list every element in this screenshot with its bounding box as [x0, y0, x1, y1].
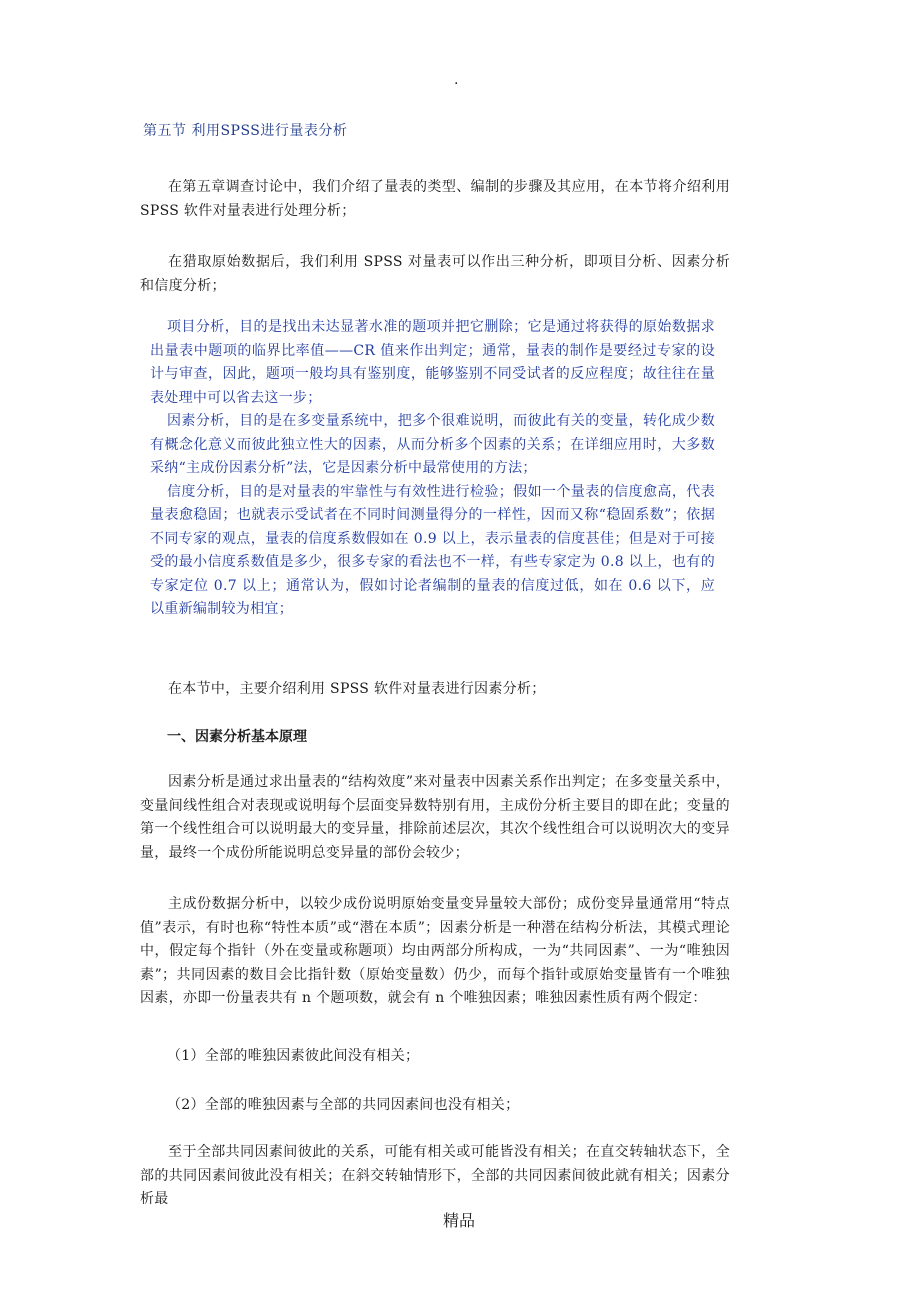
summary-paragraph: 在本节中，主要介绍利用 SPSS 软件对量表进行因素分析； — [168, 681, 546, 697]
intro-paragraph-2: 在猎取原始数据后，我们利用 SPSS 对量表可以作出三种分析，即项目分析、因素分析和信度分析； — [140, 254, 730, 294]
assumption-1: （1）全部的唯独因素彼此间没有相关； — [167, 1048, 420, 1064]
body-paragraph-1: 因素分析是通过求出量表的“结构效度”来对量表中因素关系作出判定；在多变量关系中，变量间线性组合对表现或说明每个层面变异数特别有用，主成份分析主要目的即在此；变量的第一个线性组合可以说明最大的变异量，排除前述层次，其次个线性组合可以说明次大的变异量，最终一个成份所能说明总变异量的部份会较少； — [140, 774, 730, 861]
section-title: 第五节 利用SPSS进行量表分析 — [143, 123, 348, 139]
reliability-analysis-paragraph: 信度分析，目的是对量表的牢靠性与有效性进行检验；假如一个量表的信度愈高，代表量表愈稳固；也就表示受试者在不同时间测量得分的一样性，因而又称“稳固系数”；依据不同专家的观点，量表的信度系数假如在 0.9 以上，表示量表的信度甚佳；但是对于可接受的最小信度系数值是多少，很多专家的看法也不一样，有些专家定为 0.8 以上，也有的专家定位 0.7 以上；通常认为，假如讨论者编制的量表的信度过低，如在 0.6 以下，应以重新编制较为相宜； — [150, 483, 715, 617]
factor-analysis-paragraph: 因素分析，目的是在多变量系统中，把多个很难说明，而彼此有关的变量，转化成少数有概念化意义而彼此独立性大的因素，从而分析多个因素的关系；在详细应用时，大多数采纳“主成份因素分析”法，它是因素分析中最常使用的方法； — [150, 413, 715, 476]
body-paragraph-2: 主成份数据分析中，以较少成份说明原始变量变异量较大部份；成份变异量通常用“特点值”表示，有时也称“特性本质”或“潜在本质”；因素分析是一种潜在结构分析法，其模式理论中，假定每个指针（外在变量或称题项）均由两部分所构成，一为“共同因素”、一为“唯独因素”；共同因素的数目会比指针数（原始变量数）仍少，而每个指针或原始变量皆有一个唯独因素，亦即一份量表共有 n 个题项数，就会有 n 个唯独因素；唯独因素性质有两个假定： — [140, 896, 730, 1006]
header-dot: . — [454, 72, 459, 88]
footer-label: 精品 — [443, 1211, 476, 1230]
analysis-types-block — [150, 316, 715, 622]
item-analysis-paragraph: 项目分析，目的是找出未达显著水准的题项并把它删除；它是通过将获得的原始数据求出量表中题项的临界比率值——CR 值来作出判定；通常，量表的制作是要经过专家的设计与审查，因此，题项一般均具有鉴别度，能够鉴别不同受试者的反应程度；故往往在量表处理中可以省去这一步； — [150, 319, 715, 406]
closing-paragraph: 至于全部共同因素间彼此的关系，可能有相关或可能皆没有相关；在直交转轴状态下，全部的共同因素间彼此没有相关；在斜交转轴情形下，全部的共同因素间彼此就有相关；因素分析最 — [140, 1144, 730, 1207]
heading-factor-principle: 一、因素分析基本原理 — [167, 729, 307, 745]
assumption-2: （2）全部的唯独因素与全部的共同因素间也没有相关； — [167, 1097, 520, 1113]
intro-paragraph-1: 在第五章调查讨论中，我们介绍了量表的类型、编制的步骤及其应用，在本节将介绍利用 SPSS 软件对量表进行处理分析； — [140, 179, 730, 219]
